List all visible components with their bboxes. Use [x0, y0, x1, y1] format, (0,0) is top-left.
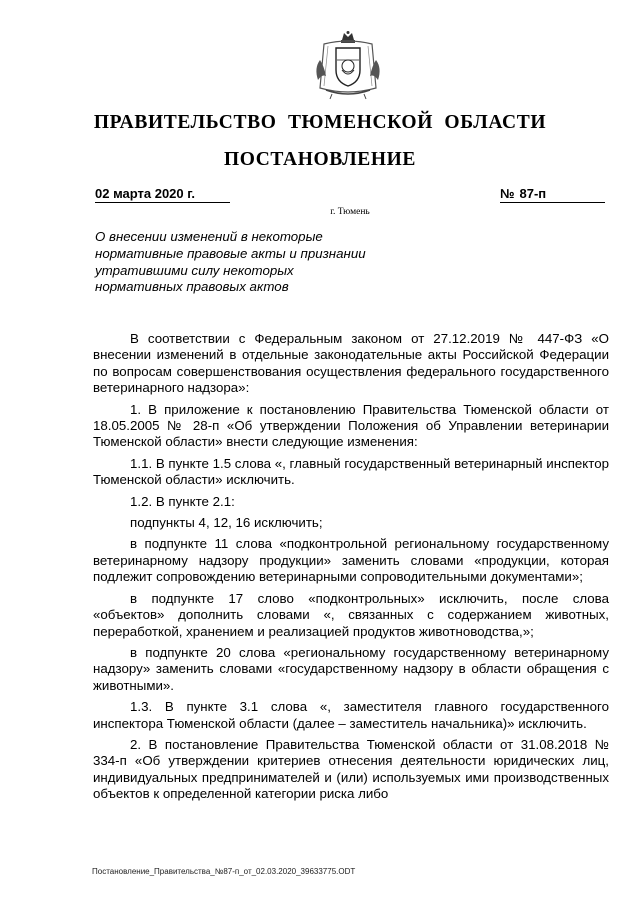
subject-line: нормативные правовые акты и признании [95, 245, 366, 261]
document-body [93, 331, 609, 808]
footer-file-name: Постановление_Правительства_№87-п_от_02.03.2020_39633775.ODT [92, 867, 356, 876]
coat-of-arms-icon [306, 30, 390, 100]
body-paragraph: в подпункте 11 слова «подконтрольной региональному государственному ветеринарному надзору продукции» заменить словами «продукции, которая подлежит сопровождению ветеринарными сопроводительными документами»; [93, 536, 609, 585]
document-city: г. Тюмень [330, 207, 370, 217]
government-title: ПРАВИТЕЛЬСТВО ТЮМЕНСКОЙ ОБЛАСТИ [93, 112, 547, 133]
body-paragraph: В соответствии с Федеральным законом от 27.12.2019 № 447-ФЗ «О внесении изменений в отдельные законодательные акты Российской Федерации по вопросам совершенствования осуществления федерального государственного ветеринарного надзора»: [93, 331, 609, 396]
subject-line: утратившими силу некоторых [95, 262, 294, 278]
document-number: 87-п [519, 186, 547, 201]
body-paragraph: 1.1. В пункте 1.5 слова «, главный государственный ветеринарный инспектор Тюменской области» исключить. [93, 455, 610, 488]
document-number-field [500, 186, 605, 203]
number-sign: № [500, 186, 515, 201]
body-paragraph: 1.3. В пункте 3.1 слова «, заместителя главного государственного инспектора Тюменской области (далее – заместитель начальника)» исключить. [93, 699, 609, 731]
body-paragraph: 1.2. В пункте 2.1: [130, 493, 235, 509]
body-paragraph: 1. В приложение к постановлению Правительства Тюменской области от 18.05.2005 № 28-п «Об утверждении Положения об Управлении ветеринарии Тюменской области» внести следующие изменения: [93, 401, 609, 450]
document-date: 02 марта 2020 г. [95, 186, 230, 203]
body-paragraph: в подпункте 20 слова «региональному государственному ветеринарному надзору» заменить словами «государственному надзору в области обращения с животными». [93, 644, 609, 693]
document-subject [95, 229, 415, 296]
body-paragraph: 2. В постановление Правительства Тюменской области от 31.08.2018 № 334-п «Об утверждении критериев отнесения деятельности юридических лиц, индивидуальных предпринимателей и (или) используемых ими производственных объектов к определенной категории риска либо [93, 736, 609, 802]
body-paragraph: подпункты 4, 12, 16 исключить; [130, 515, 323, 531]
body-paragraph: в подпункте 17 слово «подконтрольных» исключить, после слова «объектов» дополнить словами «, связанных с содержанием животных, переработкой, хранением и реализацией продуктов животноводства,»; [93, 590, 609, 639]
document-type-title: ПОСТАНОВЛЕНИЕ [223, 149, 417, 170]
subject-line: О внесении изменений в некоторые [95, 229, 323, 244]
subject-line: нормативных правовых актов [95, 279, 289, 295]
